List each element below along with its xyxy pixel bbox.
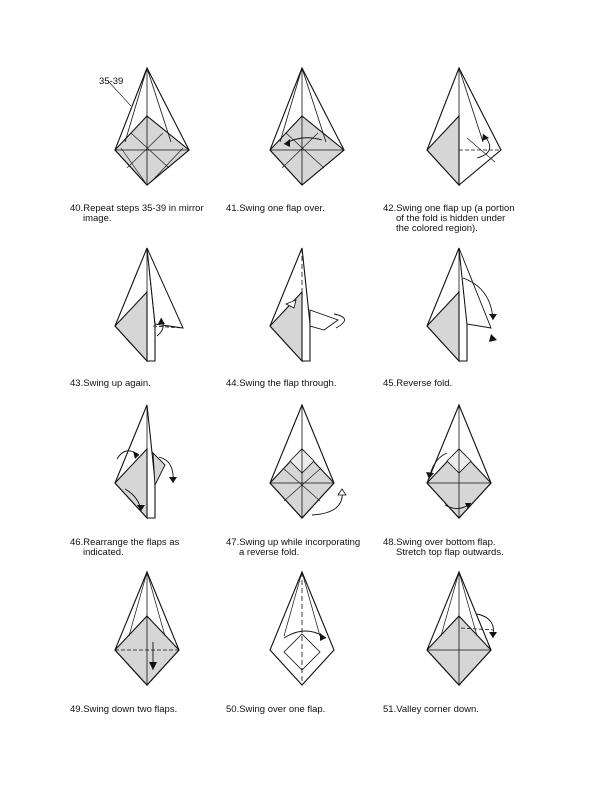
diagram-step-50 [250, 572, 370, 702]
caption-step-40: 40.Repeat steps 35-39 in mirror image. [70, 203, 204, 224]
diagram-step-42 [407, 68, 527, 198]
reference-label: 35-39 [99, 76, 124, 87]
caption-step-50: 50.Swing over one flap. [226, 704, 326, 715]
caption-step-43: 43.Swing up again. [70, 378, 151, 389]
diagram-step-48 [407, 405, 527, 535]
diagram-step-46 [95, 405, 215, 535]
caption-step-41: 41.Swing one flap over. [226, 203, 325, 214]
diagram-step-47 [250, 405, 370, 535]
caption-step-47: 47.Swing up while incorporating a reverse fold. [226, 537, 361, 558]
diagram-step-43 [95, 248, 215, 378]
caption-step-44: 44.Swing the flap through. [226, 378, 337, 389]
caption-step-45: 45.Reverse fold. [383, 378, 453, 389]
caption-step-42: 42.Swing one flap up (a portion of the fold is hidden under the colored region). [383, 203, 515, 234]
diagram-step-41 [250, 68, 370, 198]
diagram-step-49 [95, 572, 215, 702]
caption-step-48: 48.Swing over bottom flap. Stretch top flap outwards. [383, 537, 504, 558]
caption-step-51: 51.Valley corner down. [383, 704, 479, 715]
diagram-step-40 [95, 68, 215, 198]
diagram-step-44 [250, 248, 370, 378]
diagram-step-51 [407, 572, 527, 702]
caption-step-49: 49.Swing down two flaps. [70, 704, 178, 715]
caption-step-46: 46.Rearrange the flaps as indicated. [70, 537, 180, 558]
diagram-step-45 [407, 248, 527, 378]
